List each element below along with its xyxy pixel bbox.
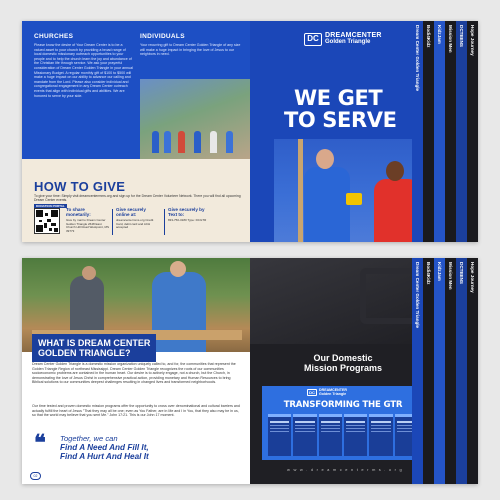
headline-line-1: WE GET bbox=[294, 86, 383, 110]
dc-logo-icon: DC bbox=[304, 33, 322, 46]
give-option-heading: Give securely by Text to: bbox=[168, 207, 205, 218]
program-card bbox=[319, 414, 342, 456]
mission-line-1: Our Domestic bbox=[313, 353, 373, 363]
quote-mark-icon: ❝ bbox=[34, 430, 46, 456]
motto-quote bbox=[60, 434, 149, 461]
donation-portal-label: DONATION PORTAL bbox=[36, 204, 65, 208]
transforming-panel bbox=[262, 386, 424, 460]
how-to-give-intro: To give your time: Simply visit dreamcentermms.org and sign up for the Dream Center Volunteer Network. There you will find all upcoming Dream Center events. bbox=[34, 194, 241, 203]
give-option-mail bbox=[66, 207, 110, 234]
about-paragraph-1: Dream Center Golden Triangle is a domestic mission organization uniquely called to, and for, the communities that represent the Golden Triangle Region of northeast Mississippi. Dream Center Golden Triangle recognizes the roots of our communities socioeconomic problems are contained in the human heart. Our desire is to actively engage, not a church, but the Church, in demonstrating the love of Jesus Christ in comprehensive practical action, providing monetary and Human Resources to bring Biblical solutions to our communities deepest challenges resulting in changed lives and transformed neighborhoods. bbox=[32, 362, 236, 385]
give-option-body: dreamcentermms.org Credit Card, debit card and ACH accepted bbox=[116, 217, 154, 230]
tab-label: Bodi4Kidz bbox=[426, 262, 431, 285]
program-tabs bbox=[412, 258, 478, 484]
give-option-heading: To share monetarily: bbox=[66, 207, 91, 218]
divider bbox=[112, 209, 113, 235]
tab-label: DCTEENS bbox=[459, 262, 464, 284]
brochure-inside-spread bbox=[22, 258, 478, 484]
about-paragraph-2: Our time tested and proven domestic mission programs offer the opportunity to cross over denominational and cultural barriers and actually fulfill the heart of Jesus "That they may all be one; even as You Father, are in Me and I in You, that they also may be in us, so that the world may believe that you sent Me." John 17:21. This is our John 17 moment. bbox=[32, 404, 240, 418]
divider bbox=[164, 209, 165, 235]
program-card bbox=[344, 414, 367, 456]
give-option-heading: Give securely online at: bbox=[116, 207, 146, 218]
brochure-outside-spread bbox=[22, 21, 478, 242]
website-url: w w w . d r e a m c e n t e r m s . o r g bbox=[287, 467, 403, 472]
dc-logo-icon: DC bbox=[307, 389, 317, 396]
how-to-give-title: HOW TO GIVE bbox=[34, 179, 126, 194]
churches-heading: CHURCHES bbox=[34, 33, 74, 40]
page-number: 02 bbox=[30, 472, 41, 480]
tab-label: KidzJam bbox=[437, 262, 442, 281]
individuals-heading: INDIVIDUALS bbox=[140, 33, 185, 40]
tab-label: Dream Center Golden Triangle bbox=[415, 25, 420, 92]
volunteers-photo bbox=[140, 79, 250, 159]
tab-label: KidzJam bbox=[437, 25, 442, 44]
program-card bbox=[268, 414, 291, 456]
program-tabs bbox=[412, 21, 478, 242]
program-card bbox=[369, 414, 392, 456]
what-heading-line-1: WHAT IS DREAM CENTER bbox=[38, 338, 151, 348]
logo-line-2: Golden Triangle bbox=[325, 39, 371, 45]
mission-line-2: Mission Programs bbox=[303, 363, 383, 373]
tab-label: Mission Men bbox=[448, 25, 453, 53]
logo-line-1: DREAMCENTER bbox=[325, 32, 382, 39]
individuals-text: Your recurring gift to Dream Center Golden Triangle of any size will make a huge impact in bringing the love of Jesus to our neighbors in need. bbox=[140, 43, 241, 57]
tab-label: Mission Men bbox=[448, 262, 453, 290]
tab-label: DCTEENS bbox=[459, 25, 464, 47]
give-option-body: 833-750-3180 Type: DCGTR bbox=[168, 217, 207, 222]
tab-label: Bodi4Kidz bbox=[426, 25, 431, 48]
what-heading-line-2: GOLDEN TRIANGLE? bbox=[38, 348, 131, 358]
panel-logo-line-2: Golden Triangle bbox=[319, 391, 347, 396]
what-is-heading bbox=[32, 334, 156, 362]
give-option-text bbox=[168, 207, 212, 223]
quote-line-1: Together, we can bbox=[60, 434, 118, 443]
tab-label: Hope Journey bbox=[470, 262, 475, 293]
give-option-body: Give by mail to Dream Center Golden Triangle 2648 East Church Hill Road Westpoint, MS 39773 bbox=[66, 217, 109, 234]
panel-logo bbox=[307, 389, 347, 397]
dream-center-logo bbox=[304, 32, 382, 46]
volunteer-building-photo bbox=[274, 139, 432, 242]
panel-logo-line-1: DREAMCENTER bbox=[319, 388, 347, 392]
quote-line-2: Find A Need And Fill It, bbox=[60, 443, 149, 452]
quote-line-3: Find A Hurt And Heal It bbox=[60, 452, 149, 461]
tab-label: Dream Center Golden Triangle bbox=[415, 262, 420, 329]
tab-label: Hope Journey bbox=[470, 25, 475, 56]
program-cards bbox=[268, 414, 418, 456]
qr-code-icon[interactable] bbox=[34, 208, 60, 234]
churches-text: Please know the desire of Your Dream Center is to be a valued asset to your church by providing a broad range of local domestic missionary outreach opportunities to your people and to help the church learn the joy and abundance of the Christian life through service. We ask your prayerful consideration of Dream Center Golden Triangle in your annual Missionary Budget. A regular monthly gift of $100 to $500 will make a huge impact on our ability to advance our calling and mandate from the Lord. Please also consider individual and congregational engagement in any Dream Center outreach events that align with individual gifts and abilities. We are honored to serve by your side. bbox=[34, 43, 133, 98]
panel-title: TRANSFORMING THE GTR bbox=[283, 400, 403, 410]
headline-line-2: TO SERVE bbox=[284, 108, 397, 132]
cover-headline bbox=[284, 87, 397, 131]
give-option-online bbox=[116, 207, 160, 230]
program-card bbox=[293, 414, 316, 456]
mission-programs-heading bbox=[288, 353, 398, 373]
